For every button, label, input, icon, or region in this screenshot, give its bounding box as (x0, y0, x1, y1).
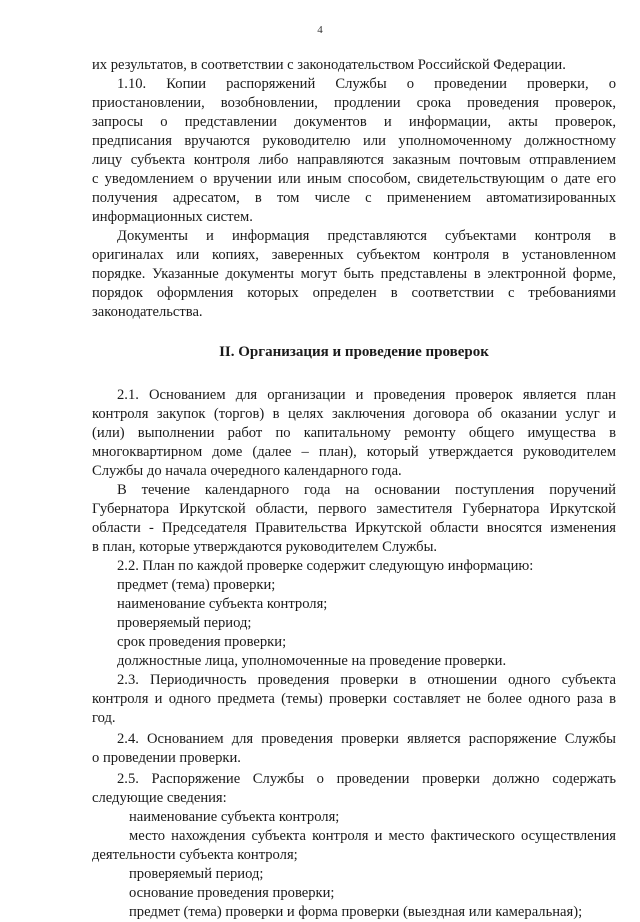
list-item: деятельности субъекта контроля; (92, 847, 298, 863)
paragraph-line: контроля закупок (торгов) в целях заключения договора об оказании услуг и (92, 406, 616, 422)
list-item: проверяемый период; (117, 615, 252, 631)
section-title: II. Организация и проведение проверок (219, 344, 489, 360)
paragraph-line: о проведении проверки. (92, 750, 241, 766)
paragraph-line: законодательства. (92, 304, 203, 320)
paragraph-line: 2.3. Периодичность проведения проверки в отношении одного субъекта (117, 672, 616, 688)
list-item: проверяемый период; (129, 866, 264, 882)
paragraph-line: порядок оформления которых определен в соответствии с требованиями (92, 285, 616, 301)
page-number: 4 (317, 24, 323, 36)
paragraph-line: В течение календарного года на основании поступления поручений (117, 482, 616, 498)
list-item: наименование субъекта контроля; (129, 809, 340, 825)
paragraph-line: области - Председателя Правительства Иркутской области вносятся изменения (92, 520, 616, 536)
paragraph-line: контроля и одного предмета (темы) проверки составляет не более одного раза в (92, 691, 616, 707)
paragraph-line: многоквартирном доме (далее – план), который утверждается руководителем (92, 444, 616, 460)
list-item: наименование субъекта контроля; (117, 596, 328, 612)
paragraph-line: Документы и информация представляются субъектами контроля в (117, 228, 616, 244)
document-body (92, 56, 616, 922)
list-item: предмет (тема) проверки и форма проверки (выездная или камеральная); (129, 904, 583, 920)
paragraph-line: следующие сведения: (92, 790, 227, 806)
paragraph-line: предписания вручаются руководителю или уполномоченному должностному (92, 133, 616, 149)
paragraph-line: 2.4. Основанием для проведения проверки является распоряжение Службы (117, 731, 616, 747)
paragraph-line: 2.2. План по каждой проверке содержит следующую информацию: (117, 558, 534, 574)
paragraph-line: приостановлении, возобновлении, продлении срока проведения проверок, (92, 95, 616, 111)
paragraph-line: в план, которые утверждаются руководителем Службы. (92, 539, 438, 555)
paragraph-line: Губернатора Иркутской области, первого заместителя Губернатора Иркутской (92, 501, 616, 517)
paragraph-line: 1.10. Копии распоряжений Службы о проведении проверки, о (117, 76, 616, 92)
paragraph-line: оригиналах или копиях, заверенных субъектом контроля в установленном (92, 247, 616, 263)
paragraph-line: с уведомлением о вручении или иным способом, свидетельствующим о дате его (92, 171, 616, 187)
paragraph-line: 2.5. Распоряжение Службы о проведении проверки должно содержать (117, 771, 616, 787)
list-item: должностные лица, уполномоченные на проведение проверки. (117, 653, 507, 669)
list-item: место нахождения субъекта контроля и место фактического осуществления (129, 828, 616, 844)
list-item: предмет (тема) проверки; (117, 577, 276, 593)
list-item: срок проведения проверки; (117, 634, 287, 650)
paragraph-line: (или) выполнении работ по капитальному ремонту общего имущества в (92, 425, 616, 441)
paragraph-line: Службы до начала очередного календарного года. (92, 463, 402, 479)
paragraph-line: порядке. Указанные документы могут быть представлены в электронной форме, (92, 266, 616, 282)
paragraph-line: 2.1. Основанием для организации и проведения проверок является план (117, 387, 616, 403)
paragraph-line: запросы о представлении документов и информации, акты проверок, (92, 114, 616, 130)
paragraph-line: лицу субъекта контроля либо направляются заказным почтовым отправлением (92, 152, 616, 168)
paragraph-line: информационных систем. (92, 209, 253, 225)
paragraph-line: их результатов, в соответствии с законодательством Российской Федерации. (92, 57, 566, 73)
paragraph-line: получения адресатом, в том числе с применением автоматизированных (92, 190, 616, 206)
paragraph-line: год. (92, 710, 116, 726)
list-item: основание проведения проверки; (129, 885, 335, 901)
